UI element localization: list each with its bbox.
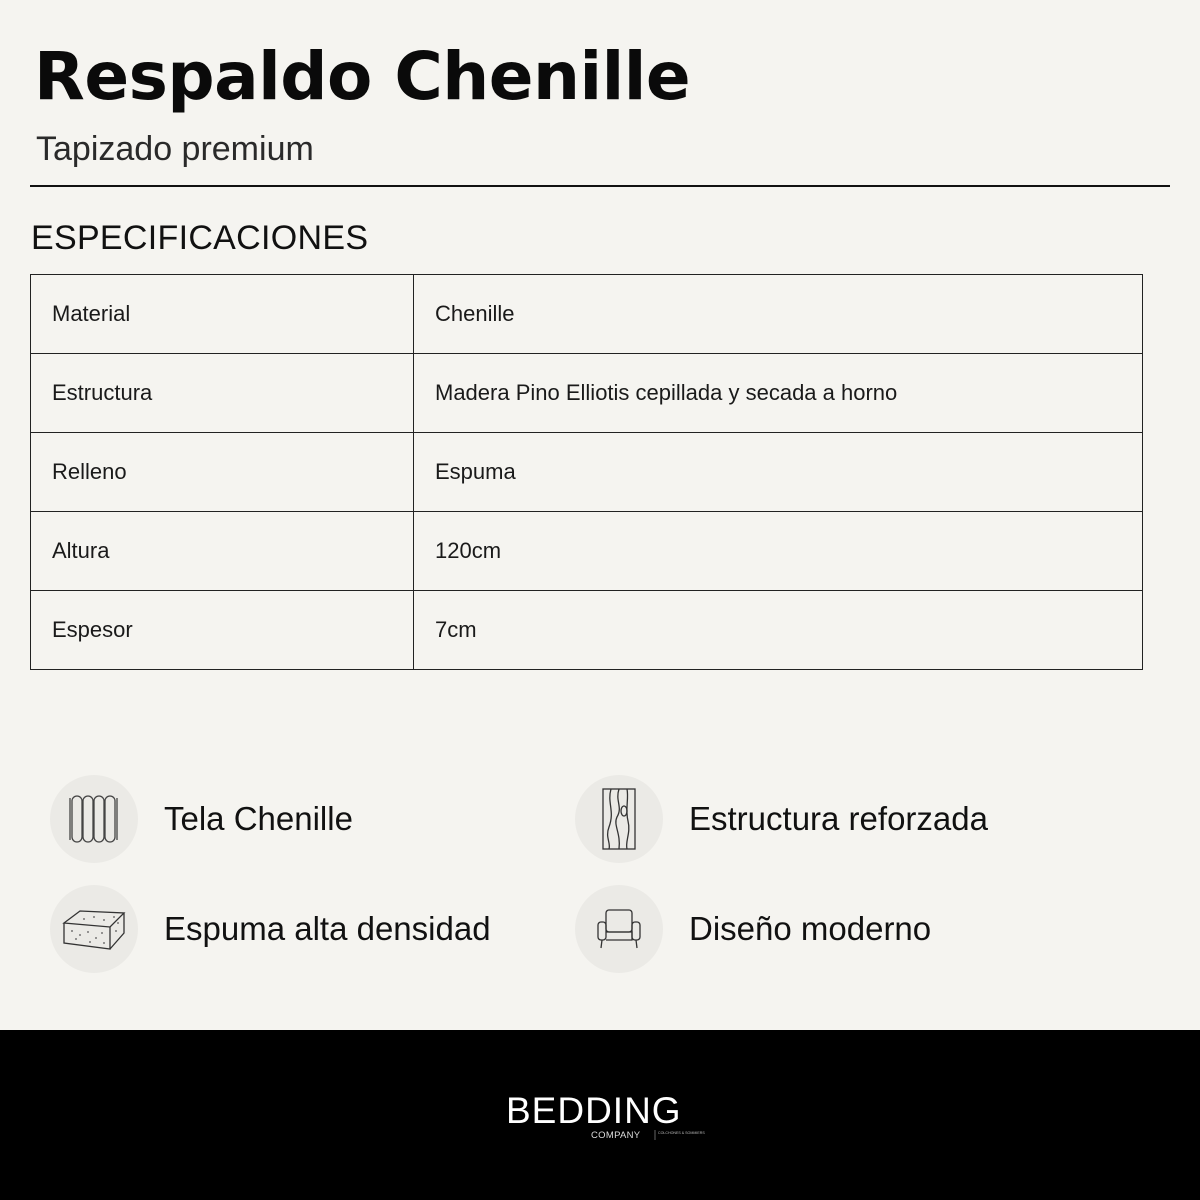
table-row [31,275,1143,354]
spec-label: Material [31,275,414,354]
spec-value: 120cm [414,512,1143,591]
brand-tagline: COLCHONES & SOMMIERS [658,1131,705,1135]
feature-design [575,885,931,973]
page-title: Respaldo Chenille [34,38,691,115]
table-row [31,433,1143,512]
feature-label: Tela Chenille [164,800,353,837]
spec-label: Estructura [31,354,414,433]
brand-sub: COMPANY [591,1130,641,1141]
wood-plank-icon [575,775,663,863]
spec-value: Espuma [414,433,1143,512]
table-row [31,512,1143,591]
spec-label: Relleno [31,433,414,512]
feature-structure [575,775,988,863]
spec-label: Altura [31,512,414,591]
bedding-company-logo [506,1090,705,1142]
foam-block-icon [50,885,138,973]
spec-label: Espesor [31,591,414,670]
spec-value: 7cm [414,591,1143,670]
feature-label: Espuma alta densidad [164,910,491,947]
armchair-icon [575,885,663,973]
page-subtitle: Tapizado premium [36,130,314,168]
feature-fabric [50,775,353,863]
brand-name: BEDDING [506,1090,682,1131]
feature-label: Diseño moderno [689,910,932,947]
spec-value: Chenille [414,275,1143,354]
spec-value: Madera Pino Elliotis cepillada y secada a horno [414,354,1143,433]
header-divider [30,185,1170,187]
table-row [31,354,1143,433]
fabric-channels-icon [50,775,138,863]
specs-heading: ESPECIFICACIONES [31,219,369,257]
feature-label: Estructura reforzada [689,800,988,837]
table-row [31,591,1143,670]
specs-table [30,274,1143,670]
feature-foam [50,885,491,973]
